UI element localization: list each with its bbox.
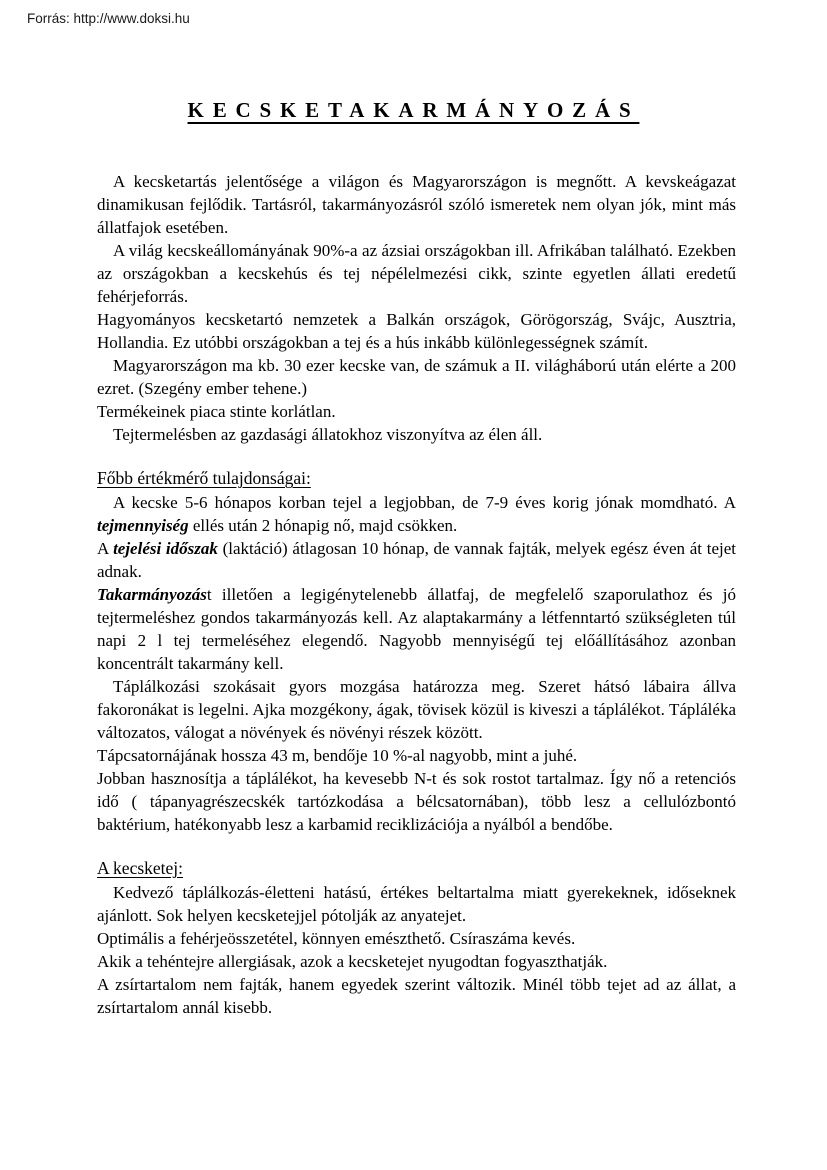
paragraph bbox=[97, 423, 736, 446]
text-run: Tejtermelésben az gazdasági állatokhoz viszonyítva az élen áll. bbox=[113, 425, 543, 444]
text-run: (laktáció) átlagosan 10 hónap, de vannak fajták, melyek egész éven át tejet adnak. bbox=[97, 539, 736, 581]
paragraph bbox=[97, 354, 736, 400]
paragraph bbox=[97, 308, 736, 354]
text-run: tejelési időszak bbox=[113, 539, 218, 558]
paragraph bbox=[97, 744, 736, 767]
text-run: Termékeinek piaca stinte korlátlan. bbox=[97, 402, 336, 421]
text-run: tejmennyiség bbox=[97, 516, 189, 535]
paragraph bbox=[97, 973, 736, 1019]
paragraph bbox=[97, 583, 736, 675]
text-run: Takarmányozás bbox=[97, 585, 207, 604]
paragraph bbox=[97, 400, 736, 423]
text-run: Hagyományos kecsketartó nemzetek a Balkán országok, Görögország, Svájc, Ausztria, Hollandia. Ez utóbbi országokban a tej és a hús inkább különlegességnek számít. bbox=[97, 310, 736, 352]
text-run: t illetően a legigénytelenebb állatfaj, de megfelelő szaporulathoz és jó tejtermeléshez gondos takarmányozás kell. Az alaptakarmány a létfenntartó szükségleten túl napi 2 l tej termeléséhez elegendő. Nagyobb mennyiségű tej előállításához azonban koncentrált takarmány kell. bbox=[97, 585, 736, 673]
paragraph bbox=[97, 491, 736, 537]
paragraph bbox=[97, 170, 736, 239]
text-run: Tápcsatornájának hossza 43 m, bendője 10 %-al nagyobb, mint a juhé. bbox=[97, 746, 578, 765]
text-run: A kecsketartás jelentősége a világon és Magyarországon is megnőtt. A kevskeágazat dinamikusan fejlődik. Tartásról, takarmányozásról szóló ismeretek nem olyan jók, mint más állatfajok esetében. bbox=[97, 172, 736, 237]
text-run: Akik a tehéntejre allergiásak, azok a kecsketejet nyugodtan fogyaszthatják. bbox=[97, 952, 608, 971]
text-run: ellés után 2 hónapig nő, majd csökken. bbox=[188, 516, 458, 535]
text-run: Táplálkozási szokásait gyors mozgása határozza meg. Szeret hátsó lábaira állva fakoronákat is legelni. Ajka mozgékony, ágak, tövisek közül is kiveszi a táplálékot. Tápláléka változatos, válogat a növények és növényi részek között. bbox=[97, 677, 736, 742]
text-run: Főbb értékmérő tulajdonságai: bbox=[97, 468, 311, 488]
paragraph bbox=[97, 767, 736, 836]
text-run: A zsírtartalom nem fajták, hanem egyedek szerint változik. Minél több tejet ad az állat, a zsírtartalom annál kisebb. bbox=[97, 975, 736, 1017]
text-run: Optimális a fehérjeösszetétel, könnyen emészthető. Csíraszáma kevés. bbox=[97, 929, 576, 948]
text-run: Kedvező táplálkozás-életteni hatású, értékes beltartalma miatt gyerekeknek, időseknek ajánlott. Sok helyen kecsketejjel pótolják az anyatejet. bbox=[97, 883, 736, 925]
document-title: KECSKETAKARMÁNYOZÁS bbox=[187, 98, 640, 122]
text-run: Jobban hasznosítja a táplálékot, ha kevesebb N-t és sok rostot tartalmaz. Így nő a retenciós idő ( tápanyagrészecskék tartózkodása a bélcsatornában), több lesz a cellulózbontó baktérium, hatékonyabb lesz a karbamid reciklizációja a nyálból a bendőbe. bbox=[97, 769, 736, 834]
paragraph bbox=[97, 675, 736, 744]
paragraph bbox=[97, 239, 736, 308]
section-heading bbox=[97, 467, 736, 490]
paragraph bbox=[97, 537, 736, 583]
source-url-text: Forrás: http://www.doksi.hu bbox=[27, 11, 190, 26]
section-heading bbox=[97, 857, 736, 880]
paragraph bbox=[97, 927, 736, 950]
text-run: A kecske 5-6 hónapos korban tejel a legjobban, de 7-9 éves korig jónak momdható. A bbox=[113, 493, 736, 512]
text-run: A világ kecskeállományának 90%-a az ázsiai országokban ill. Afrikában található. Ezekben az országokban a kecskehús és tej népélelmezési cikk, szinte egyetlen állati eredetű fehérjeforrás. bbox=[97, 241, 736, 306]
text-run: Magyarországon ma kb. 30 ezer kecske van, de számuk a II. világháború után elérte a 200 ezret. (Szegény ember tehene.) bbox=[97, 356, 736, 398]
text-run: A bbox=[97, 539, 114, 558]
document-body bbox=[97, 170, 736, 1019]
text-run: A kecsketej: bbox=[97, 858, 184, 878]
paragraph bbox=[97, 950, 736, 973]
paragraph bbox=[97, 881, 736, 927]
